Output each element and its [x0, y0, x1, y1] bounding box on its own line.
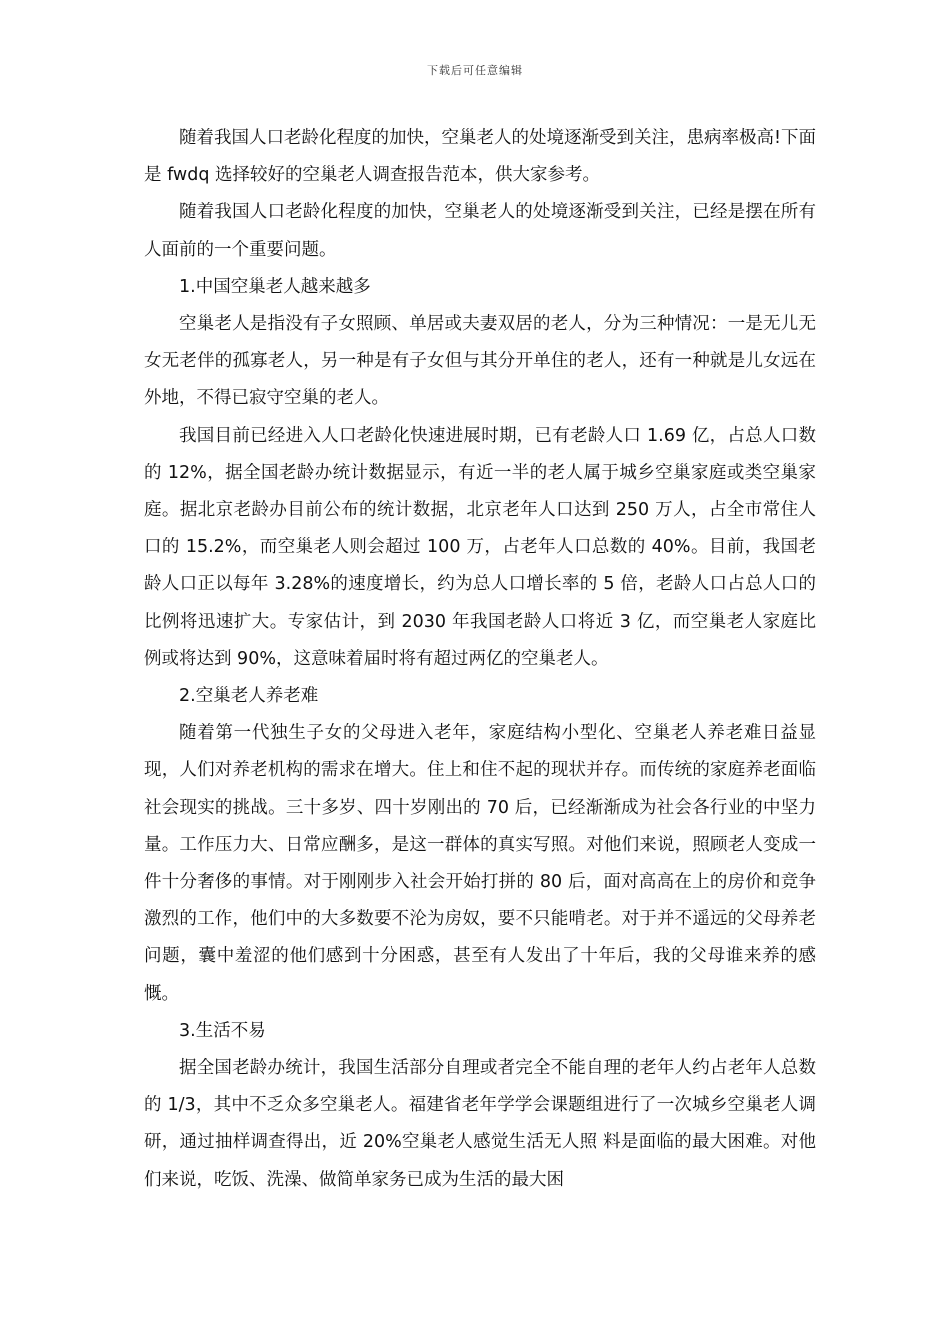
paragraph-statistics: 我国目前已经进入人口老龄化快速进展时期，已有老龄人口 1.69 亿，占总人口数的 12%，据全国老龄办统计数据显示，有近一半的老人属于城乡空巢家庭或类空巢家庭。据北京老龄办目前公布的统计数据，北京老年人口达到 250 万人，占全市常住人口的 15.2%，而空巢老人则会超过 100 万，占老年人口总数的 40%。目前，我国老龄人口正以每年 3.28%的速度增长，约为总人口增长率的 5 倍，老龄人口占总人口的比例将迅速扩大。专家估计，到 2030 年我国老龄人口将近 3 亿，而空巢老人家庭比例或将达到 90%，这意味着届时将有超过两亿的空巢老人。 — [144, 425, 816, 669]
section-heading-3: 3.生活不易 — [179, 1020, 266, 1041]
section-heading-2: 2.空巢老人养老难 — [179, 686, 319, 707]
paragraph-living-difficulties: 据全国老龄办统计，我国生活部分自理或者完全不能自理的老年人约占老年人总数的 1/3，其中不乏众多空巢老人。福建省老年学学会课题组进行了一次城乡空巢老人调研，通过抽样调查得出，近 20%空巢老人感觉生活无人照 料是面临的最大困难。对他们来说，吃饭、洗澡、做简单家务已成为生活的最大困 — [144, 1058, 816, 1190]
section-heading-1: 1.中国空巢老人越来越多 — [179, 276, 371, 297]
page-header: 下载后可任意编辑 — [427, 64, 523, 77]
document-body — [144, 120, 816, 1199]
paragraph-elderly-care: 随着第一代独生子女的父母进入老年，家庭结构小型化、空巢老人养老难日益显现，人们对养老机构的需求在增大。住上和住不起的现状并存。而传统的家庭养老面临社会现实的挑战。三十多岁、四十岁刚出的 70 后，已经渐渐成为社会各行业的中坚力量。工作压力大、日常应酬多，是这一群体的真实写照。对他们来说，照顾老人变成一件十分奢侈的事情。对于刚刚步入社会开始打拼的 80 后，面对高高在上的房价和竞争激烈的工作，他们中的大多数要不沦为房奴，要不只能啃老。对于并不遥远的父母养老问题，囊中羞涩的他们感到十分困惑，甚至有人发出了十年后，我的父母谁来养的感慨。 — [144, 723, 816, 1004]
paragraph-intro: 随着我国人口老龄化程度的加快，空巢老人的处境逐渐受到关注，患病率极高!下面是 fwdq 选择较好的空巢老人调查报告范本，供大家参考。 — [144, 128, 817, 186]
paragraph-definition: 空巢老人是指没有子女照顾、单居或夫妻双居的老人，分为三种情况：一是无儿无女无老伴的孤寡老人，另一种是有子女但与其分开单住的老人，还有一种就是儿女远在外地，不得已寂守空巢的老人。 — [144, 314, 816, 409]
paragraph-background: 随着我国人口老龄化程度的加快，空巢老人的处境逐渐受到关注，已经是摆在所有人面前的一个重要问题。 — [144, 202, 816, 260]
